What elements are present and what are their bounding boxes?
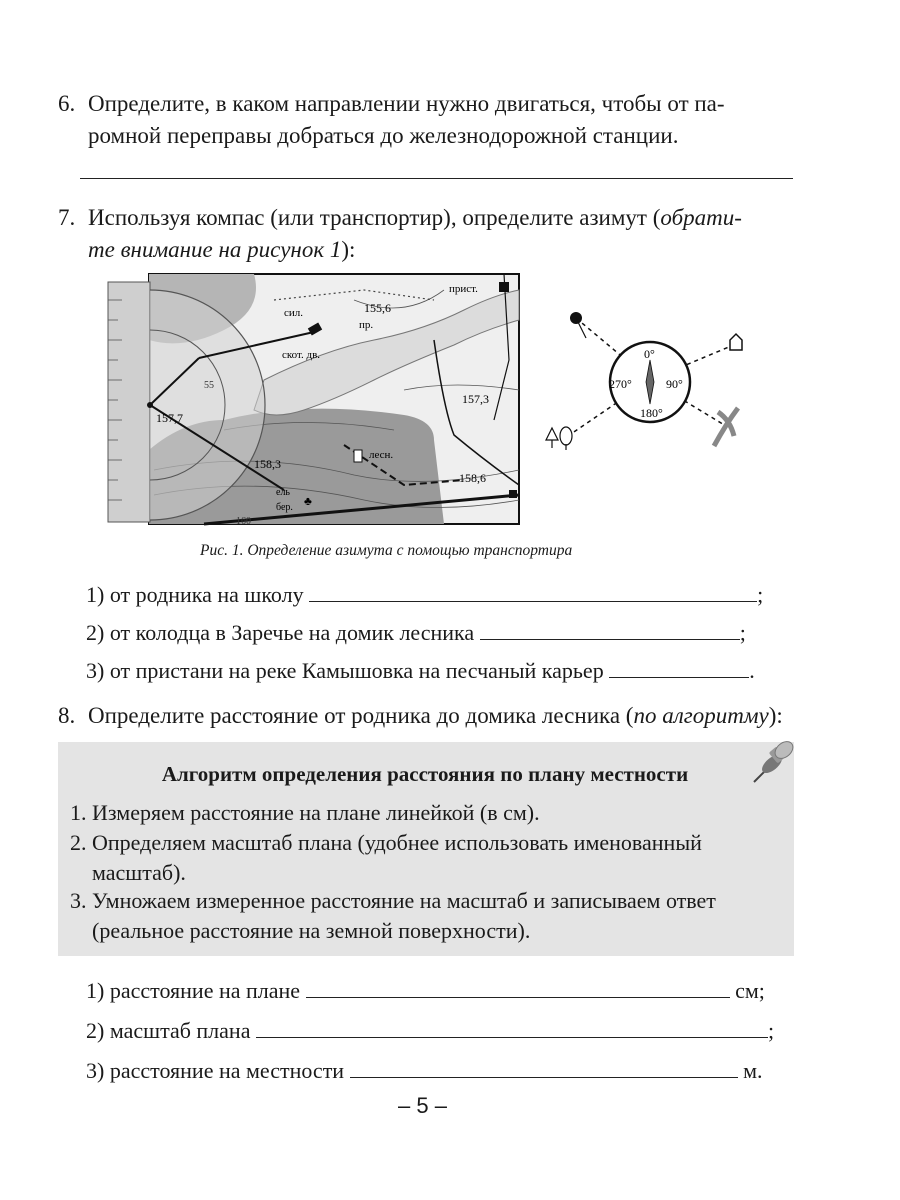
answer-row xyxy=(86,656,755,686)
ruler xyxy=(108,282,150,522)
item-text: (реальное расстояние на земной поверхности). xyxy=(92,918,531,943)
item-text: Умножаем измеренное расстояние на масштаб и записываем ответ xyxy=(92,888,716,913)
answer-label: 3) расстояние на местности xyxy=(86,1058,345,1083)
item-number: 2. xyxy=(70,830,87,855)
forester-house-icon xyxy=(354,450,362,462)
item-text: Определяем масштаб плана (удобнее использовать именованный xyxy=(92,830,702,855)
question-text-emphasis: обрати- xyxy=(660,205,742,230)
answer-label: 3) от пристани на реке Камышовка на песчаный карьер xyxy=(86,658,604,683)
map-label: прист. xyxy=(449,283,478,295)
question-text: ): xyxy=(341,237,356,262)
map-label: бер. xyxy=(276,502,293,513)
answer-end: ; xyxy=(739,620,746,645)
question-text-emphasis: те внимание на рисунок 1 xyxy=(88,237,342,262)
answer-label: 1) от родника на школу xyxy=(86,582,304,607)
compass-east-label: 90° xyxy=(666,377,683,391)
answer-line[interactable] xyxy=(309,581,757,602)
answer-line[interactable] xyxy=(480,619,740,640)
answer-line[interactable] xyxy=(80,178,793,179)
map-label: ель xyxy=(276,487,290,498)
answer-row xyxy=(86,976,765,1006)
answer-end: ; xyxy=(767,1018,775,1043)
algorithm-title: Алгоритм определения расстояния по плану местности xyxy=(161,762,689,786)
question-number: 8. xyxy=(58,703,76,728)
answer-end: см; xyxy=(735,978,765,1003)
question-8 xyxy=(58,700,798,734)
figure-caption: Рис. 1. Определение азимута с помощью транспортира xyxy=(200,542,573,559)
question-text: Определите расстояние от родника до домика лесника ( xyxy=(88,703,634,728)
map-figure xyxy=(104,270,524,528)
compass-south-label: 180° xyxy=(640,406,663,420)
question-text-line: ромной переправы добраться до железнодорожной станции. xyxy=(88,123,679,148)
question-text-emphasis: по алгоритму xyxy=(633,703,769,728)
answer-end: м. xyxy=(743,1058,763,1083)
algorithm-item xyxy=(70,886,782,948)
page-number: – 5 – xyxy=(398,1093,447,1118)
river-icon xyxy=(714,408,738,446)
map-label: 157,7 xyxy=(156,411,183,425)
answer-line[interactable] xyxy=(350,1057,738,1078)
compass-west-label: 270° xyxy=(609,377,632,391)
answer-label: 2) от колодца в Заречье на домик лесника xyxy=(86,620,475,645)
answer-line[interactable] xyxy=(609,657,749,678)
answer-end: . xyxy=(749,658,755,683)
house-icon xyxy=(730,334,742,350)
question-number: 7. xyxy=(58,205,76,230)
answer-line[interactable] xyxy=(306,977,730,998)
question-text: Используя компас (или транспортир), определите азимут ( xyxy=(88,205,661,230)
map-label: лесн. xyxy=(369,449,394,461)
building-icon xyxy=(499,282,509,292)
map-label: сил. xyxy=(284,307,304,319)
origin-point xyxy=(147,402,153,408)
tree-icon: ♣ xyxy=(304,494,312,508)
question-text-line: Определите, в каком направлении нужно двигаться, чтобы от па- xyxy=(88,91,725,116)
map-label: 157,3 xyxy=(462,392,489,406)
question-7 xyxy=(58,202,796,272)
map-label: 160 xyxy=(236,516,251,527)
item-text: масштаб). xyxy=(92,860,186,885)
compass-figure xyxy=(538,308,760,468)
answer-row xyxy=(86,618,746,648)
answer-row xyxy=(86,1056,763,1086)
protractor-label: 55 xyxy=(204,380,214,391)
compass-north-label: 0° xyxy=(644,347,655,361)
item-number: 3. xyxy=(70,888,87,913)
question-number: 6. xyxy=(58,91,76,116)
algorithm-item xyxy=(70,828,782,890)
answer-end: ; xyxy=(757,582,764,607)
pushpin-icon xyxy=(744,738,798,792)
item-text: Измеряем расстояние на плане линейкой (в см). xyxy=(92,800,540,825)
answer-row xyxy=(86,580,763,610)
map-label: скот. дв. xyxy=(282,349,321,361)
answer-label: 2) масштаб плана xyxy=(86,1018,251,1043)
forest-icon xyxy=(546,427,572,450)
answer-label: 1) расстояние на плане xyxy=(86,978,301,1003)
map-label: 158,3 xyxy=(254,457,281,471)
answer-line[interactable] xyxy=(256,1017,768,1038)
map-label: 155,6 xyxy=(364,301,391,315)
item-number: 1. xyxy=(70,800,87,825)
algorithm-item xyxy=(70,798,782,830)
map-label: 158,6 xyxy=(459,471,486,485)
answer-row xyxy=(86,1016,774,1046)
question-6 xyxy=(58,88,796,158)
question-text: ): xyxy=(768,703,783,728)
map-label: пр. xyxy=(359,319,374,331)
building-icon xyxy=(509,490,517,498)
